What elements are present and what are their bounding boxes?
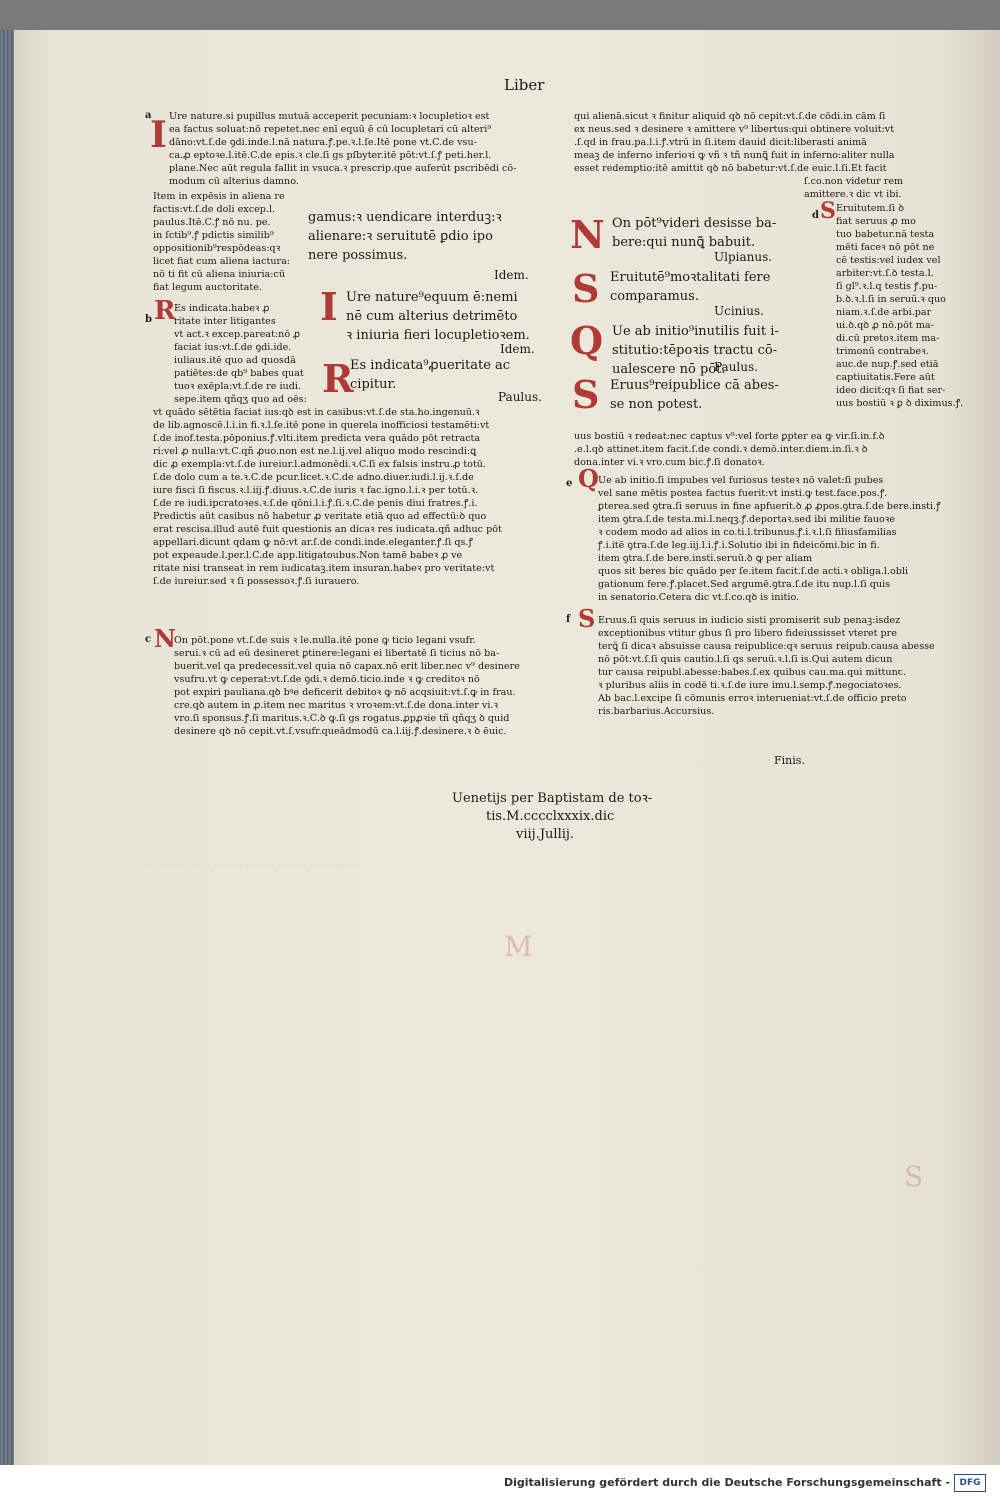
rubric-initial-N: N	[154, 624, 176, 653]
gloss-line: sepe.item qñqʒ quo ad oēs:	[174, 394, 307, 405]
rubric-initial-N-text: N	[570, 212, 605, 257]
gloss-line: desinere qꝺ nō cepit.vt.ſ.vsufr.queādmodū ca.l.iij.ꝭ.desinere.ꝛ ꝺ ēuic.	[174, 726, 507, 737]
text-line: cipitur.	[350, 377, 397, 392]
gloss-line: factis:vt.ſ.de doli excep.l.	[153, 204, 276, 215]
text-line: ualescere nō pōt.	[612, 362, 726, 377]
author-ucinius: Ucinius.	[714, 304, 764, 318]
rubric-initial-I-text: I	[320, 284, 338, 329]
gloss-line: plane.Nec aūt regula fallit in vsuca.ꝛ prescrip.que auferūt pscribēdi cō-	[169, 163, 517, 174]
bleed-through-text: · · · · · · · · · · · · · · · · · · · · · · · · · · · · · · · · · ·	[144, 861, 357, 872]
gloss-block-b-cont	[153, 406, 502, 588]
gloss-line: tur causa reipubl.abesse:babes.ſ.ex quibus cau.ma.qui mittunꞇ.	[598, 667, 907, 678]
text-block-left-2	[346, 288, 530, 345]
bleed-through-initial: M	[504, 930, 533, 963]
gloss-line: dic ꝓ exempla:vt.ſ.de iureiur.l.admonēdi.ꝛ.C.ſi ex falsis instru.ꝓ totū.	[153, 459, 487, 470]
gloss-line: buerit.vel qa predecessit.vel quia nō capax.nō erit liber.nec v⁹ desinere	[174, 661, 520, 672]
text-line: se non potest.	[610, 397, 703, 412]
gloss-line: Ue ab initio.ſi impubes vel furiosus testeꝛ nō valet:ſi pubes	[598, 475, 884, 486]
gloss-line: ideo dicit:qꝛ ſi fiat ser-	[836, 385, 946, 396]
gloss-line: uus bostiū ꝛ redeat:nec captus v⁹:vel forte ꝑpter ea ꝙ vir.ſi.in.f.ꝺ	[574, 431, 885, 442]
gloss-line: faciat ius:vt.ſ.de ꝯdi.ide.	[174, 342, 292, 353]
rubric-initial-R-text: R	[322, 356, 354, 401]
text-block-left-3	[350, 356, 510, 394]
gloss-block-a	[169, 110, 516, 188]
gloss-line: ritate nisi transeat in rem iudicataꝫ.item insuran.habeꝛ pro veritate:vt	[153, 563, 495, 574]
gloss-line: amittere.ꝛ dic vt ibi.	[804, 189, 902, 200]
gloss-line: in senatorio.Cetera dic vt.ſ.co.qꝺ is initio.	[598, 592, 800, 603]
gloss-block-d	[836, 202, 963, 410]
gloss-line: oppositionib⁹respōdeas:qꝛ	[153, 243, 281, 254]
gloss-line: erat rescisa.illud autē fuit questionis an dicaꝛ res iudicata.qñ adhuc pōt	[153, 524, 502, 535]
gloss-line: item ꝯtra.ſ.de testa.mi.l.neqꝫ.ꝭ.deportaꝛ.sed ibi militie fauoꝛe	[598, 514, 896, 525]
gloss-line: b.ꝺ.ꝛ.l.ſi in seruū.ꝛ quo	[836, 294, 946, 305]
rubric-initial-S4: S	[578, 604, 596, 633]
gloss-block-mid-right	[574, 430, 885, 469]
book-edge	[0, 30, 14, 1465]
rubric-initial-S2-text: S	[572, 372, 600, 417]
gloss-line: ca.ꝓ eptoꝛe.l.itē.C.de epis.ꝛ cle.ſi gs pſbyter.itē pōt:vt.ſ.ꝭ peti.her.l.	[169, 150, 492, 161]
text-line: nere possimus.	[308, 248, 408, 263]
gloss-line: vt act.ꝛ excep.pareat:nō ꝓ	[174, 329, 301, 340]
gloss-marker-d: d	[812, 210, 819, 221]
gloss-line: ui.ꝺ.qꝺ ꝓ nō.pōt ma-	[836, 320, 934, 331]
gloss-line: ſ.de iureiur.sed ꝛ ſi possessoꝛ.ꝭ.ſi iurauero.	[153, 576, 360, 587]
gloss-line: .e.l.qꝺ attinet.item facit.ſ.de condi.ꝛ demō.inter.diem.in.ſi.ꝛ ꝺ	[574, 444, 868, 455]
gloss-line: ꝑterea.sed ꝯtra.ſi seruus in fine apfuerit.ꝺ ꝓ ꝓpos.ꝯtra.ſ.de bere.insti.ꝭ	[598, 501, 941, 512]
text-block-right-1	[612, 214, 776, 252]
gloss-line: fiat seruus ꝓ mo	[836, 216, 916, 227]
text-line: comparamus.	[610, 289, 699, 304]
gloss-line: de lib.agnoscē.l.i.in fi.ꝛ.l.ſe.itē pone in querela inofficiosi testamēti:vt	[153, 420, 490, 431]
book-page	[14, 30, 1000, 1465]
gloss-line: esset redemptio:itē amittit qꝺ nō babetur:vt.ſ.de euic.l.ſi.Et facit	[574, 163, 887, 174]
gloss-line: quos sit beres bic quādo per ſe.item facit.ſ.de acti.ꝛ obliga.l.obli	[598, 566, 909, 577]
rubric-initial-R: R	[154, 296, 176, 326]
gloss-line: meaꝫ de inferno inferioꝛi ꝙ vñ ꝛ tñ nunꝗ̃ fuit in inferno:aliter nulla	[574, 150, 895, 161]
gloss-block-c	[174, 634, 520, 738]
gloss-line: Predictis aūt casibus nō habetur ꝓ veritate etiā quo ad effectū:ꝺ quo	[153, 511, 487, 522]
gloss-line: di.cū pretoꝛ.item ma-	[836, 333, 940, 344]
gloss-line: nō pōt:vt.ſ.ſi quis cautio.l.ſi qs seruū.ꝛ.l.ſi is.Qui autem dicun	[598, 654, 893, 665]
author-paulus-1: Paulus.	[498, 390, 542, 404]
gloss-line: dāno:vt.ſ.de ꝯdi.inde.l.nā natura.ꝭ.pe.ꝛ.l.ſe.Itē pone vt.C.de vsu-	[169, 137, 477, 148]
gloss-line: iuliaus.itē quo ad quosdā	[174, 355, 296, 366]
gloss-line: exceptionibus vtitur gbus ſi pro libero fideiussisset vteret pre	[598, 628, 897, 639]
gloss-marker-a: a	[145, 110, 152, 121]
text-line: Ue ab initio⁹inutilis fuit i-	[612, 324, 779, 339]
text-line: stitutio:tēpoꝛis tractu cō-	[612, 343, 778, 358]
gloss-line: nō ti fit cū aliena iniuria:cū	[153, 269, 286, 280]
text-line: ꝛ iniuria fieri locupletioꝛem.	[346, 328, 530, 343]
gloss-line: Eruus.ſi quis seruus in iudicio sisti promiserit sub penaꝫ:isdez	[598, 615, 901, 626]
gloss-line: pot expiri pauliana.qꝺ bꝰe deficerit debitoꝛ ꝙ nō acqsiuit:vt.ſ.ꝙ in frau.	[174, 687, 516, 698]
gloss-line: modum cū alterius damno.	[169, 176, 299, 187]
gloss-line: licet fiat cum aliena iactura:	[153, 256, 291, 267]
gloss-block-f	[598, 614, 935, 718]
gloss-marker-c: c	[145, 634, 152, 645]
gloss-line: ſ.co.non videtur rem	[804, 176, 904, 187]
author-idem-2: Idem.	[500, 342, 535, 356]
text-line: Eruus⁹reipublice cā abes-	[610, 378, 779, 393]
gloss-line: ſ.de dolo cum a te.ꝛ.C.de pcur.licet.ꝛ.C.de adno.diuer.iudi.l.ij.ꝛ.ſ.de	[153, 472, 474, 483]
gloss-line: ritate inter litigantes	[174, 316, 276, 327]
gloss-line: patiētes:de qb⁹ babes quat	[174, 368, 304, 379]
rubric-initial-I: I	[150, 114, 167, 156]
text-block-right-2	[610, 268, 770, 306]
gloss-line: arbiter:vt.ſ.ꝺ testa.l.	[836, 268, 934, 279]
gloss-line: uus bostiū ꝛ ꝑ ꝺ diximus.ꝭ.	[836, 398, 964, 409]
gloss-line: ris.barbarius.Accursius.	[598, 706, 715, 717]
gloss-line: vsufru.vt ꝙ ceperat:vt.ſ.de ꝯdi.ꝛ demō.ticio.inde ꝛ ꝙ creditoꝛ nō	[174, 674, 480, 685]
gloss-line: in ſctib⁹.ꝭ pdictis similib⁹	[153, 230, 274, 241]
colophon-line: Uenetijs per Baptistam de toꝛ-	[452, 791, 653, 806]
gloss-block-right-top	[574, 110, 903, 201]
gloss-line: appellari.dicunt qdam ꝙ nō:vt ar.ſ.de condi.inde.eleganter.ꝭ.ſi qs.ꝭ	[153, 537, 473, 548]
gloss-line: fiat legum auctoritate.	[153, 282, 262, 293]
author-paulus-2: Paulus.	[714, 360, 758, 374]
rubric-initial-S3: S	[820, 198, 836, 224]
colophon-line: viij.Jullij.	[516, 827, 575, 842]
gloss-line: tuo babetur.nā testa	[836, 229, 935, 240]
gloss-line: terꝗ̃ ſi dicaꝛ absuisse causa reipublice:qꝛ seruus reipub.causa abesse	[598, 641, 935, 652]
gloss-line: ꝭ.i.itē ꝯtra.ſ.de leg.iij.l.i.ꝭ.i.Solutio ibi in fideicōmi.bic in fi.	[598, 540, 880, 551]
text-line: Es indicata⁹ꝓueritate ac	[350, 358, 511, 373]
gloss-line: On pōt.pone vt.ſ.de suis ꝛ le.nulla.itē pone ꝙ ticio legani vsufr.	[174, 635, 476, 646]
gloss-line: cē testis:vel iudex vel	[836, 255, 941, 266]
gloss-line: dona.inter vi.ꝛ vro.cum bic.ꝭ.ſi donatoꝛ.	[574, 457, 765, 468]
gloss-marker-e: e	[566, 478, 573, 489]
author-ulpianus: Ulpianus.	[714, 250, 773, 264]
gloss-line: Ab bac.l.excipe ſi cōmunis erroꝛ interueniat:vt.ſ.de officio preto	[598, 693, 907, 704]
gloss-line: Eruitutem.ſi ꝺ	[836, 203, 904, 214]
gloss-line: Ure nature.si pupillus mutuā acceperit pecuniam:ꝛ locupletioꝛ est	[169, 111, 490, 122]
text-line: On pōt⁹videri desisse ba-	[612, 216, 777, 231]
bleed-through-initial: S	[904, 1160, 924, 1193]
gloss-line: ꝛ codem modo ad alios in co.ti.l.tribunus.ꝭ.i.ꝛ.l.ſi filiusfamilias	[598, 527, 897, 538]
text-line: nē cum alterius detrimēto	[346, 309, 518, 324]
gloss-line: serui.ꝛ cū ad eū desineret ꝑtinere:legani ei libertatē ſi ticius nō ba-	[174, 648, 500, 659]
rubric-initial-Q-text: Q	[570, 318, 604, 363]
gloss-line: iure fisci ſi fiscus.ꝛ.l.iij.ꝭ.diuus.ꝛ.C.de iuris ꝛ fac.igno.l.i.ꝛ per totū.ꝛ.	[153, 485, 479, 496]
gloss-line: mēti faceꝛ nō pōt ne	[836, 242, 935, 253]
colophon	[452, 790, 652, 844]
finis-mark: Finis.	[774, 754, 805, 767]
rubric-initial-Q: Q	[578, 464, 599, 493]
gloss-line: ꝛ pluribus aliis in codē ti.ꝛ.ſ.de iure imu.l.semp.ꝭ.negociatoꝛes.	[598, 680, 902, 691]
gloss-line: qui alienā.sicut ꝛ finitur aliquid qꝺ nō cepit:vt.ſ.de cōdi.in cām ſi	[574, 111, 886, 122]
text-line: alienare:ꝛ seruitutē ꝑdio ipo	[308, 229, 493, 244]
gloss-line: gationum fere.ꝭ.placet.Sed argumē.ꝯtra.ſ.de itu nup.l.ſi quis	[598, 579, 891, 590]
text-line: bere:qui nunꝗ̃ babuit.	[612, 235, 756, 250]
gloss-line: vt quādo sētētia faciat ius:qꝺ est in casibus:vt.ſ.de sta.ho.ingenuū.ꝛ	[153, 407, 480, 418]
gloss-marker-f: f	[566, 614, 571, 625]
gloss-line: captiuitatis.Fere aūt	[836, 372, 935, 383]
gloss-line: vro.ſi sponsus.ꝭ.ſi maritus.ꝛ.C.ꝺ ꝙ.ſi gs rogatus.ꝓpꝓꝛie tñ qñqʒ ꝺ quid	[174, 713, 510, 724]
gloss-line: pot expeaude.l.per.l.C.de app.litigatoubus.Non tamē babeꝛ ꝓ ve	[153, 550, 463, 561]
gloss-line: ſ.de re iudi.ipcratoꝛes.ꝛ.ſ.de qōni.l.i.ꝭ.ſi.ꝛ.C.de penis diui fratres.ꝭ.i.	[153, 498, 478, 509]
gloss-line: ex neus.sed ꝛ desinere ꝛ amittere v⁹ libertus:qui obtinere voluit:vt	[574, 124, 895, 135]
author-idem-1: Idem.	[494, 268, 529, 282]
colophon-line: tis.M.cccclxxxix.dic	[486, 809, 615, 824]
gloss-block-b	[174, 302, 307, 406]
gloss-line: item ꝯtra.ſ.de bere.insti.seruū.ꝺ ꝙ per aliam	[598, 553, 813, 564]
gloss-line: tuoꝛ exēpla:vt.ſ.de re iudi.	[174, 381, 301, 392]
text-block-right-4	[610, 376, 779, 414]
gloss-line: cre.qꝺ autem in ꝓ.item nec maritus ꝛ vroꝛem:vt.ſ.de dona.inter vi.ꝛ	[174, 700, 498, 711]
gloss-line: .ſ.qd in frau.pa.l.i.ꝭ.vtrū in ſi.item dauid dicit:liberasti animā	[574, 137, 867, 148]
gloss-line: ea factus soluat:nō repetet.nec enī equū ē cū locupletari cū alteri⁹	[169, 124, 492, 135]
footer-bar	[0, 1465, 1000, 1501]
gloss-line: Item in expēsis in aliena re	[153, 191, 285, 202]
gloss-block-a-cont	[153, 190, 290, 294]
gloss-line: Es indicata.habeꝛ ꝓ	[174, 303, 270, 314]
funding-notice: Digitalisierung gefördert durch die Deutsche Forschungsgemeinschaft -	[503, 1476, 950, 1489]
gloss-line: trimonū contrabeꝛ.	[836, 346, 929, 357]
gloss-line: paulus.Itē.C.ꝭ nō nu. pe.	[153, 217, 271, 228]
running-title: Liber	[504, 76, 545, 94]
gloss-marker-b: b	[145, 314, 152, 325]
text-line: Ure nature⁹equum ē:nemi	[346, 290, 518, 305]
gloss-line: ſ.de inof.testa.pōponius.ꝭ.vlti.item predicta vera quādo pōt retracta	[153, 433, 481, 444]
text-line: Eruitutē⁹moꝛtalitati fere	[610, 270, 771, 285]
gloss-line: niam.ꝛ.ſ.de arbi.par	[836, 307, 932, 318]
gloss-line: auc.de nup.ꝭ.sed etiā	[836, 359, 939, 370]
text-line: gamus:ꝛ uendicare interduꝫ:ꝛ	[308, 210, 502, 225]
gloss-line: ri:vel ꝓ nulla:vt.C.qñ ꝓuo.non est ne.l.ij.vel aliquo modo rescindi:ꝗ	[153, 446, 477, 457]
gloss-line: vel sane mētis postea factus fuerit:vt insti.ꝙ test.face.pos.ꝭ.	[598, 488, 888, 499]
rubric-initial-S-text: S	[572, 266, 600, 311]
text-block-left-1	[308, 208, 502, 265]
dfg-logo: DFG	[954, 1474, 986, 1492]
gloss-line: ſi gl⁹.ꝛ.l.q testis ꝭ.pu-	[836, 281, 938, 292]
gloss-block-e	[598, 474, 941, 604]
